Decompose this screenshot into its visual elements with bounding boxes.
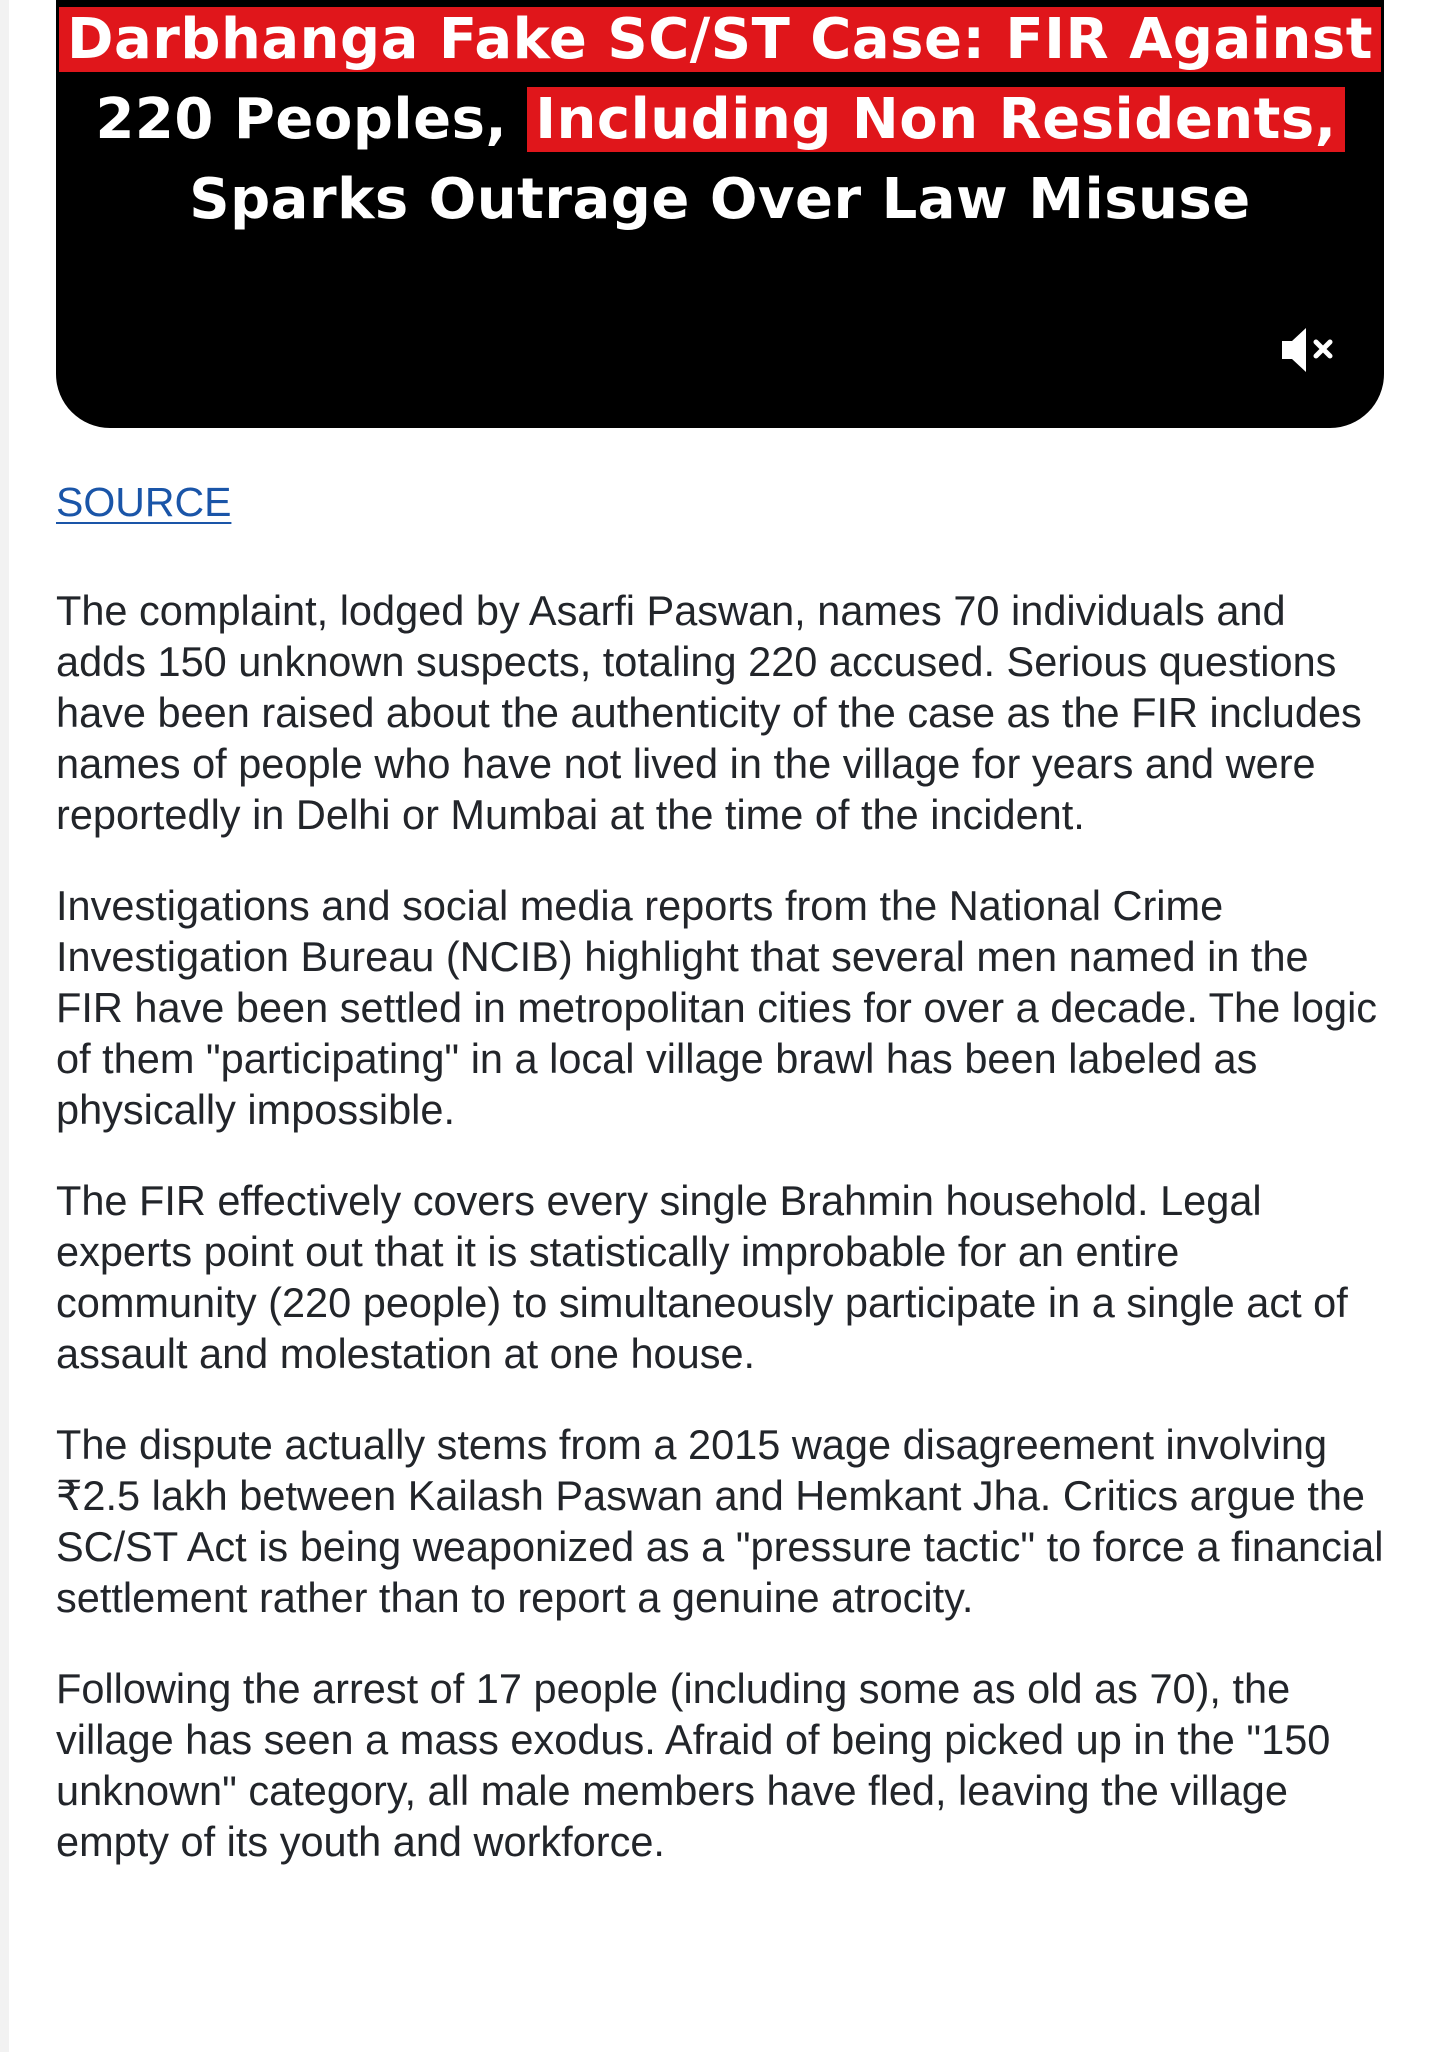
article-body [56, 585, 1386, 1907]
headline-highlight-2: Including Non Residents, [527, 87, 1344, 152]
headline-line-2-text: 220 Peoples, [95, 87, 528, 152]
mute-button[interactable] [1274, 322, 1338, 378]
article-paragraph: The dispute actually stems from a 2015 wage disagreement involving ₹2.5 lakh between Kailash Paswan and Hemkant Jha. Critics argue the SC/ST Act is being weaponized as a "pressure tactic" to force a financial settlement rather than to report a genuine atrocity. [56, 1421, 1384, 1621]
article-paragraph: The FIR effectively covers every single Brahmin household. Legal experts point out that it is statistically improbable for an entire community (220 people) to simultaneously participate in a single act of assault and molestation at one house. [56, 1177, 1348, 1377]
article-paragraph: Following the arrest of 17 people (including some as old as 70), the village has seen a mass exodus. Afraid of being picked up in the "150 unknown" category, all male members have fled, leaving the village empty of its youth and workforce. [56, 1665, 1331, 1865]
article-paragraph: Investigations and social media reports from the National Crime Investigation Bureau (NCIB) highlight that several men named in the FIR have been settled in metropolitan cities for over a decade. The logic of them "participating" in a local village brawl has been labeled as physically impossible. [56, 882, 1378, 1133]
video-headline [56, 0, 1384, 240]
headline-line-2 [56, 80, 1384, 160]
speaker-muted-icon [1274, 322, 1338, 378]
page-edge [0, 0, 9, 2052]
headline-line-3: Sparks Outrage Over Law Misuse [189, 167, 1251, 232]
article-paragraph: The complaint, lodged by Asarfi Paswan, names 70 individuals and adds 150 unknown suspects, totaling 220 accused. Serious questions have been raised about the authenticity of the case as the FIR includes names of people who have not lived in the village for years and were reportedly in Delhi or Mumbai at the time of the incident. [56, 587, 1362, 838]
headline-highlight-1: Darbhanga Fake SC/ST Case: FIR Against [59, 7, 1381, 72]
headline-line-1 [56, 0, 1384, 80]
source-link[interactable]: SOURCE [56, 479, 232, 525]
video-player[interactable] [56, 0, 1384, 428]
